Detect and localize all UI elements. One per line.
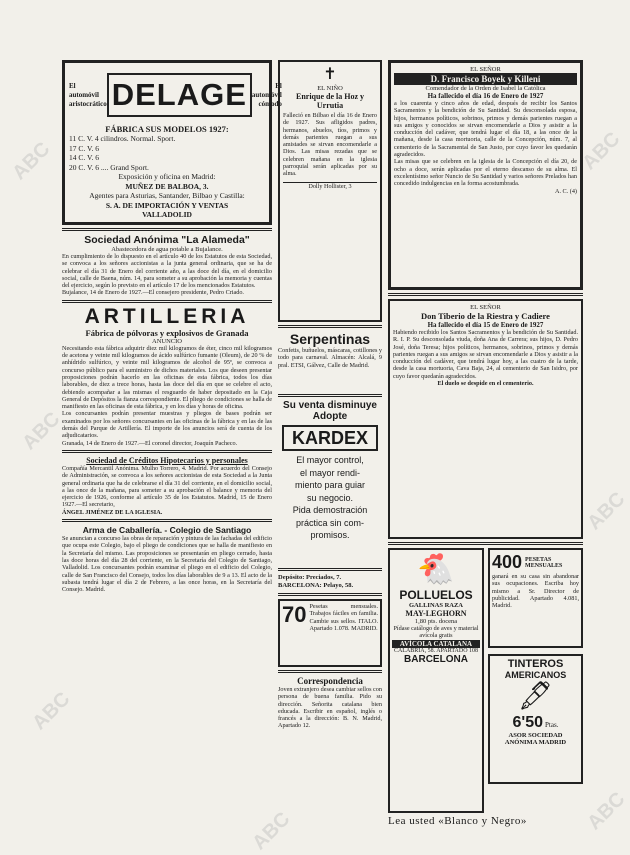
tinteros-ad: TINTEROS AMERICANOS 🖋 6'50 Ptas. ASOR SOCIEDAD ANÓNIMA MADRID [488, 654, 583, 784]
watermark: ABC [583, 788, 630, 835]
chicken-icon: 🐔 [417, 553, 455, 586]
delage-fabrica: FÁBRICA SUS MODELOS 1927: [105, 124, 229, 134]
kardex-logo: KARDEX [282, 425, 378, 451]
delage-brand: DELAGE [107, 73, 252, 117]
delage-models: 11 C. V. 4 cilindros. Normal. Sport. 17 C. V. 6 14 C. V. 6 20 C. V. 6 .... Grand Sport. [69, 134, 176, 172]
delage-left-text: El automóvil aristocrático [69, 81, 107, 108]
boyle-obituary: EL SEÑOR D. Francisco Boyek y Killeni Comendador de la Orden de Isabel la Católica Ha fallecido el día 16 de Enero de 1927 a los cuarenta y cinco años de edad, después de recibir los Santos Sacramentos y la bendición de Su Santidad. Su desconsolada esposa, hijos, hermanos políticos, sobrinos, primos y demás parientes ruegan a sus amigos y conocidos se sirvan encomendarle a Dios y asistir a la conducción del cadáver, que tendrá lugar el día 18, a las once de la mañana, desde la casa mortuoria, calle de la Concepción, núm. 7, al cementerio de la Sacramental de San Justo, por cuyo favor les quedarán agradecidos. Las misas que se celebren en la iglesia de la Concepción el día 20, de ocho a doce, serán aplicadas por el eterno descanso de su alma. El excelentísimo señor Nuncio de Su Santidad y varios señores Prelados han concedido indulgencias en la forma acostumbrada. A. C. (4) [388, 60, 583, 290]
creditos-notice: Sociedad de Créditos Hipotecarios y personales Compañía Mercantil Anónima. Mulho Torrero, 4. Madrid. Por acuerdo del Consejo de Administración, se convoca a los señores accionistas de esta Sociedad a la Junta general ordinaria que ha de celebrarse el día 31 del corriente, en el domicilio social, a las once de la mañana, para someter a su aprobación el balance y memoria del ejercicio de 1926, conforme al artículo 35 de los Estatutos. Madrid, 15 de Enero 1927.—El secretario, ÁNGEL JIMÉNEZ DE LA IGLESIA. [62, 455, 272, 516]
delage-right-text: El automóvil cómodo [251, 81, 282, 108]
watermark: ABC [578, 128, 625, 175]
right-bottom-ads [388, 548, 583, 813]
kardex-address: Depósito: Preciados, 7. BARCELONA: Pelayo, 58. [278, 574, 354, 589]
blanco-negro-ad: Lea usted «Blanco y Negro» [388, 815, 527, 827]
riestra-obituary: EL SEÑOR Don Tiberio de la Riestra y Cadiere Ha fallecido el día 15 de Enero de 1927 Habiendo recibido los Santos Sacramentos y la bendición de Su Santidad. R. I. P. Su desconsolada viuda, doña Ana de Carrera; sus hijos, D. Pedro José, doña Teresa; hijos políticos, hermanos, sobrinos, primos y demás parientes ruegan a sus amigos se sirvan encomendarle a Dios y asistir a la conducción del cadáver, que tendrá lugar hoy, a las cuatro de la tarde, desde la casa mortuoria, Cava Baja, 24, al cementerio de San Isidro, por cuyo favor quedarán agradecidos. El duelo se despide en el cementerio. [388, 299, 583, 539]
delage-address: Exposición y oficina en Madrid: MUÑEZ DE BALBOA, 3. Agentes para Asturias, Santander, Bilbao y Castilla: S. A. DE IMPORTACIÓN Y VENTAS VALLADOLID [89, 172, 245, 219]
column-left [62, 60, 282, 594]
alameda-notice: Sociedad Anónima "La Alameda" Abastecedora de agua potable a Bujalance. En cumplimiento de lo dispuesto en el artículo 40 de los Estatutos de esta Sociedad, se convoca a los señores accionistas a la junta general ordinaria, que se ha de celebrar el día 31 de Enero del corriente año, a las doce del día, en el domicilio social, calle de Baena, núm. 14, para someter a su aprobación la memoria y cuentas del ejercicio, según lo previsto en el artículo 17 de los mencionados Estatutos. Bujalance, 14 de Enero de 1927.—El consejero presidente, Pedro Criado. [62, 234, 272, 297]
kardex-body: El mayor control, el mayor rendi- miento para guiar su negocio. Pida demostración práctica sin com- promisos. [292, 455, 368, 540]
artilleria-notice: ARTILLERIA Fábrica de pólvoras y explosivos de Granada ANUNCIO Necesitando esta fábrica adquirir diez mil kilogramos de éter, cinco mil kilogramos de acetona y veinte mil kilogramos de ácido sulfúrico fumante (Oleum), de 20 % de anhídrido sulfúrico, y veinte mil kilogramos de alcohol de 95º, se convoca a concurso público para el suministro de dichos materiales. Los que deseen presentar proposiciones podrán hacerlo en las oficinas de esta fábrica, todos los días laborables, de diez a trece horas, hasta las doce del día en que se celebre el acto, debiendo acompañar a las mismas el resguardo de haber depositado en la Caja General de Depósitos la fianza correspondiente. El pliego de condiciones se halla de manifiesto en las oficinas de esta fábrica, y en los días y horas de oficina. Los concursantes podrán presentar muestras y pliegos de bases podrán ser examinados por los señores concursantes en las oficinas de la fábrica y en las de las demás del Parque de Artillería. El importe de los anuncios será de cuenta de los adjudicatarios. Granada, 14 de Enero de 1927.—El coronel director, Joaquín Pacheco. [62, 304, 272, 447]
four-hundred-ad: 400 PESETAS MENSUALES ganará en su casa sin abandonar sus ocupaciones. Escriba hoy mismo a Sr. Director de publicidad. Apartado 4.081, Madrid. [488, 548, 583, 648]
correspondencia-ad: Correspondencia Joven extranjero desea cambiar sellos con persona de buena familia. Pido su dirección. Señorita catalana bien educada. Escribir en español, inglés o francés a la dirección: B. N. Madrid, Apartado 12. [278, 676, 382, 730]
watermark: ABC [583, 488, 630, 535]
tinteros-price: 6'50 Ptas. [512, 714, 559, 731]
watermark: ABC [28, 688, 75, 735]
inkwell-icon: 🖋 [517, 681, 554, 712]
polluelos-ad: 🐔 POLLUELOS GALLINAS RAZA MAY-LEGHORN 1,80 pts. docena Pídase catálogo de aves y material avícola gratis AVÍCOLA CATALANA CALABRIA, 58. APARTADO 108 BARCELONA [388, 548, 484, 813]
watermark: ABC [8, 138, 55, 185]
serpentinas-ad: Serpentinas Confetis, buñuelos, máscaras, cotillones y todo para carnaval. Almacén: Alcalá, 9 pral. ETSI, Gálvez, Calle de Madrid. [278, 331, 382, 369]
kardex-ad: Su venta disminuye Adopte KARDEX El mayor control, el mayor rendi- miento para guiar su negocio. Pida demostración práctica sin com- promisos. [278, 400, 382, 550]
column-middle [278, 60, 382, 730]
column-right [388, 60, 583, 827]
delage-ad [62, 60, 282, 225]
ripa-notice: ✝ EL NIÑO Enrique de la Hoz y Urrutia Falleció en Bilbao el día 16 de Enero de 1927. Sus afligidos padres, hermanos, abuelos, tíos, primos y demás parientes ruegan a sus amistades se sirvan encomendarle a Dios. Las misas rezadas que se celebren mañana en la iglesia parroquial serán aplicadas por su alma. Dolly Hollister, 3 [278, 60, 382, 322]
watermark: ABC [248, 808, 295, 855]
watermark: ABC [18, 408, 65, 455]
caballeria-notice: Arma de Caballería. - Colegio de Santiago Se anuncian a concurso las obras de reparación y pintura de las fachadas del edificio que ocupa este Colegio, bajo el pliego de condiciones que se halla de manifiesto en la Secretaría del mismo. Las proposiciones se presentarán en pliego cerrado, hasta las doce horas del día 28 del corriente, en la Secretaría del Colegio de Santiago, Valladolid. Los concursantes podrán examinar el pliego en el edificio del Colegio, calle de San Francisco del Consejo, todos los días laborables de 9 a 13. El acto de la subasta tendrá lugar el día 2 de Febrero, a las once horas, en la Secretaría del Consejo. Madrid. [62, 525, 272, 594]
seventy-ad: 70 Pesetas mensuales. Trabajos fáciles en familia. Cambie sus sellos. ITALO. Apartado 1.078. MADRID. [278, 599, 382, 667]
cross-icon: ✝ [323, 66, 337, 83]
right-stack [488, 548, 583, 813]
